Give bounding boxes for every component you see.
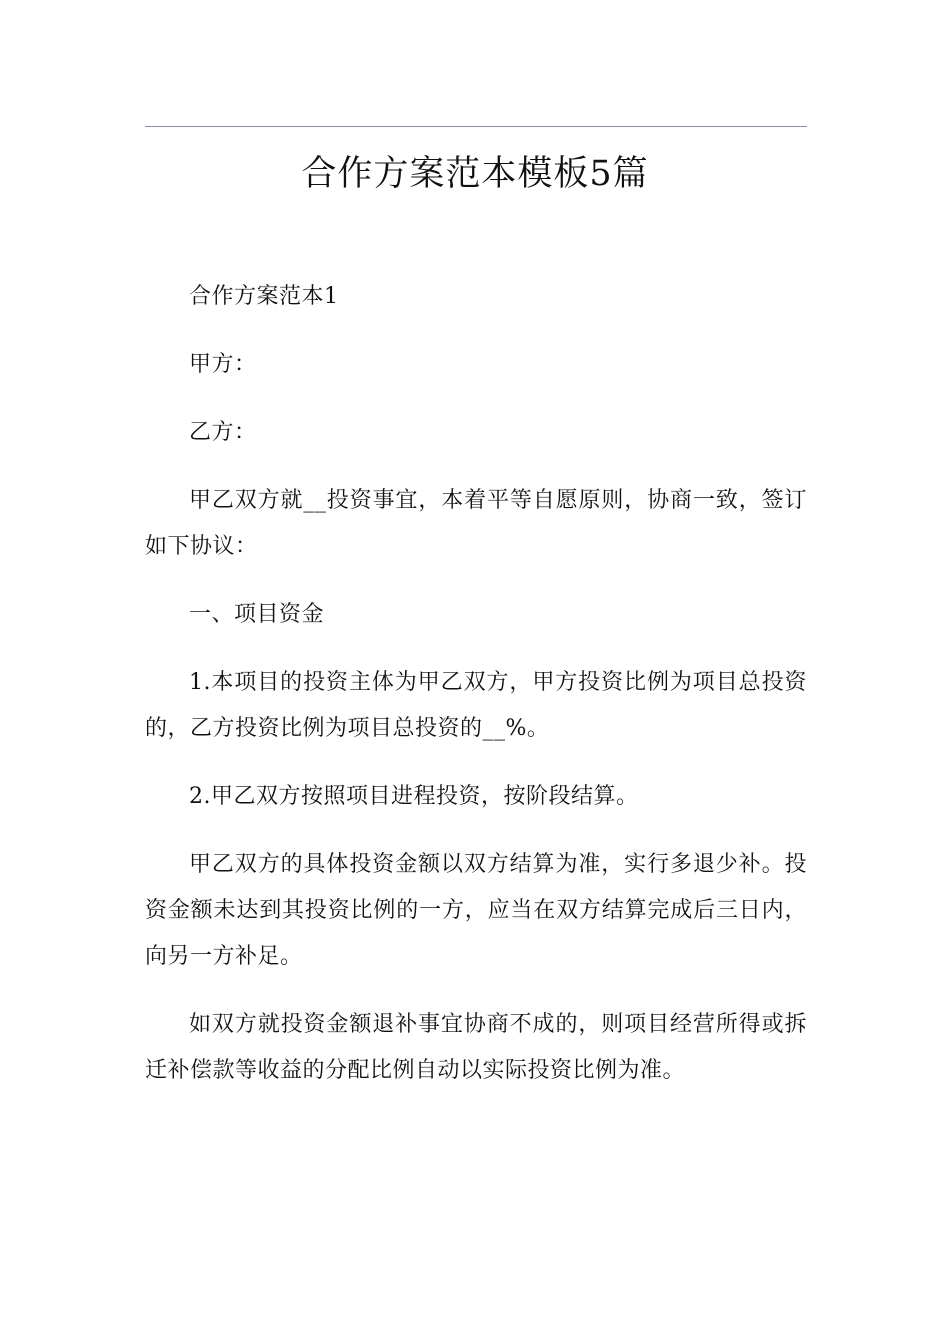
document-title: 合作方案范本模板5篇 <box>301 154 649 194</box>
party-b-line: 乙方： <box>189 420 257 445</box>
intro-paragraph: 甲乙双方就__投资事宜，本着平等自愿原则，协商一致，签订如下协议： <box>145 488 807 559</box>
clause-paragraph: 甲乙双方的具体投资金额以双方结算为准，实行多退少补。投资金额未达到其投资比例的一方，应当在双方结算完成后三日内，向另一方补足。 <box>145 852 807 969</box>
header-divider <box>145 126 807 127</box>
party-a-line: 甲方： <box>189 352 257 377</box>
document-body <box>145 274 807 1116</box>
clause-paragraph: 2.甲乙双方按照项目进程投资，按阶段结算。 <box>189 784 639 809</box>
section-heading: 合作方案范本1 <box>189 284 339 309</box>
clause-paragraph: 如双方就投资金额退补事宜协商不成的，则项目经营所得或拆迁补偿款等收益的分配比例自动以实际投资比例为准。 <box>145 1012 807 1083</box>
clause-heading-funds: 一、项目资金 <box>189 602 325 627</box>
clause-paragraph: 1.本项目的投资主体为甲乙双方，甲方投资比例为项目总投资的，乙方投资比例为项目总投资的__%。 <box>145 670 807 741</box>
